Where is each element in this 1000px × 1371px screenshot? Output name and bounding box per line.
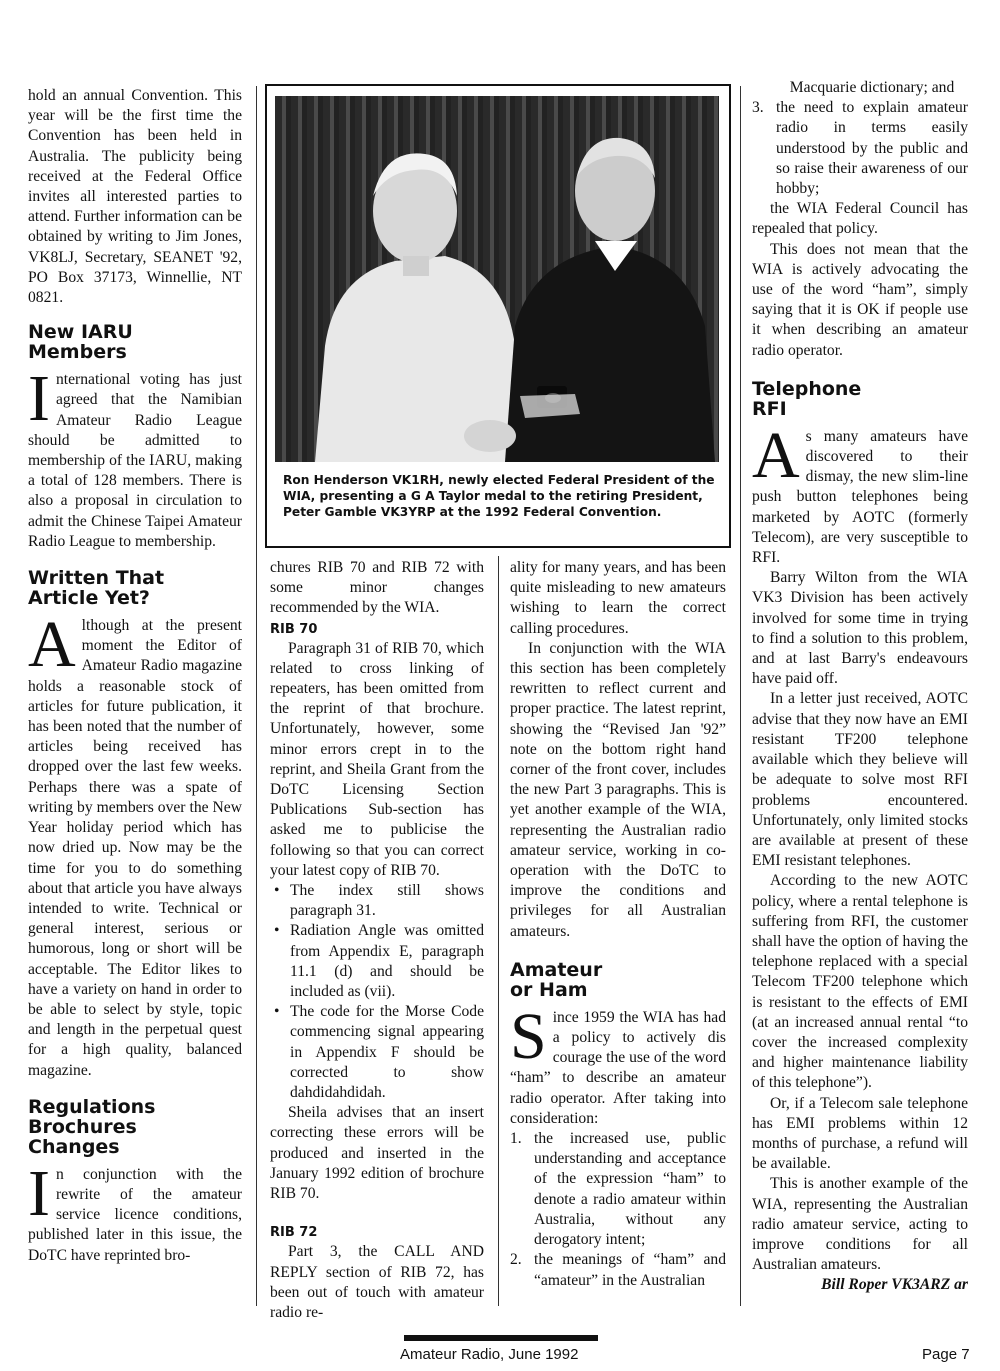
list-item: • Radiation Angle was omitted from Appendix E, paragraph 11.1 (d) and should be included as (vii). xyxy=(290,921,484,1002)
convention-photo xyxy=(275,96,719,462)
list-item: 2. the meanings of “ham” and “amateur” in the Australian xyxy=(510,1251,726,1289)
rib72-paragraph: Part 3, the CALL AND REPLY section of RIB 72, has been out of touch with amateur radio re- xyxy=(270,1243,484,1321)
heading-regulations-brochures: Regulations Brochures Changes xyxy=(28,1095,156,1158)
barry-paragraph: Barry Wilton from the WIA VK3 Division has been actively involved for some time in trying to find a solution to this problem, and at last Barry's endeavours have paid off. xyxy=(752,569,968,688)
column-1 xyxy=(28,86,242,1266)
page-number: Page 7 xyxy=(922,1346,970,1363)
list-item: 1. the increased use, public understanding and acceptance of the expression “ham” to denote a radio amateur within Australia, without any derogatory intent; xyxy=(510,1130,726,1249)
photo-illustration xyxy=(275,96,719,462)
heading-written-that-article: Written That Article Yet? xyxy=(28,567,165,610)
author-signature: Bill Roper VK3ARZ ar xyxy=(821,1276,968,1294)
column-2 xyxy=(270,558,484,1323)
insert-paragraph: Sheila advises that an insert correcting these errors will be produced and inserted in the January 1992 edition of brochure RIB 70. xyxy=(270,1104,484,1203)
example-paragraph: This is another example of the WIA, representing the Australian radio amateur service, acting to improve conditions for all Australian amateurs. xyxy=(752,1175,968,1274)
photo-frame xyxy=(265,84,731,548)
rfi-paragraph: As many amateurs have discovered to their dismay, the new slim-line push button telephones being marketed by AOTC (formerly Telecom), are very susceptible to RFI. xyxy=(752,418,968,567)
corrections-list xyxy=(270,881,484,1103)
calling-paragraph: ality for many years, and has been quite misleading to new amateurs wishing to learn the correct calling procedures. xyxy=(510,559,726,637)
list-continuation: Macquarie dictionary; and xyxy=(789,79,955,96)
column-rule xyxy=(498,556,499,1306)
heading-telephone-rfi: Telephone RFI xyxy=(752,377,862,420)
convention-paragraph: hold an annual Convention. This year will be the first time the Convention has been held in Australia. The publicity being received at the Federal Office invites all interested parties to attend. Further information can be obtained by writing to Jim Jones, VK8LJ, Secretary, SEANET '92, PO Box 37173, Winnellie, NT 0821. xyxy=(28,87,242,307)
rewrite-paragraph: In conjunction with the WIA this section has been completely rewritten to reflect current and proper practice. The latest reprint, showing the “Revised Jan '92” note on the bottom right hand corner of the front cover, includes the new Part 3 paragraphs. This is yet another example of the WIA, representing the Australian radio amateur service, working in co-operation with the DoTC to improve the conditions and privileges for all Australian amateurs. xyxy=(510,639,726,940)
regulations-paragraph: In conjunction with the rewrite of the amateur service licence conditions, published later in this issue, the DoTC have reprinted bro- xyxy=(28,1156,242,1264)
column-3 xyxy=(510,558,726,1291)
rib-intro-paragraph: chures RIB 70 and RIB 72 with some minor changes recommended by the WIA. xyxy=(270,559,484,617)
considerations-list-cont xyxy=(752,98,968,199)
iaru-paragraph: International voting has just agreed that the Namibian Amateur Radio League should be admitted to membership of the IARU, making a total of 128 members. There is also a proposal in circulation to admit the Chinese Taipei Amateur Radio League to membership. xyxy=(28,362,242,550)
subheading-rib-70: RIB 70 xyxy=(270,621,318,637)
article-paragraph: Although at the present moment the Editor of Amateur Radio magazine holds a reasonable stock of articles for future publication, it has been noted that the number of articles being received has dropped over the last few weeks. Perhaps there was a spate of writing by members over the New Year holiday period which has now dried up. Now may be the time for you to do something about that article you have always intended to write. Technical or general interest, serious or humorous, long or short will be acceptable. The Editor likes to have a variety on hand in order to be able to select by style, topic and length in the perpetual quest for a high quality, balanced magazine. xyxy=(28,608,242,1079)
heading-new-iaru-members: New IARU Members xyxy=(28,321,133,364)
list-item: • The index still shows paragraph 31. xyxy=(290,881,484,921)
list-item: 3. the need to explain amateur radio in terms easily understood by the public and so raise their awareness of our hobby; xyxy=(752,99,968,198)
aotc-letter-paragraph: In a letter just received, AOTC advise that they now have an EMI resistant TF200 telephone available which they believe will be adequate to solve most RFI problems encountered. Unfortunately, only limited stocks are available at present of these EMI resistant telephones. xyxy=(752,690,968,870)
subheading-rib-72: RIB 72 xyxy=(270,1225,318,1241)
column-rule xyxy=(740,86,741,1306)
list-item: • The code for the Morse Code commencing signal appearing in Appendix F should be corrected to show dahdidahdidah. xyxy=(290,1002,484,1103)
considerations-list xyxy=(510,1129,726,1291)
footer-publication: Amateur Radio, June 1992 xyxy=(400,1346,579,1363)
drop-cap: A xyxy=(752,418,800,492)
refund-paragraph: Or, if a Telecom sale telephone has EMI problems within 12 months of purchase, a refund will be available. xyxy=(752,1094,968,1173)
ham-ok-paragraph: This does not mean that the WIA is actively advocating the use of the word “ham”, simply saying that it is OK if people use it when describing an amateur radio operator. xyxy=(752,240,968,359)
drop-cap: S xyxy=(510,999,547,1073)
repeal-paragraph: the WIA Federal Council has repealed that policy. xyxy=(752,200,968,238)
heading-amateur-or-ham: Amateur or Ham xyxy=(510,958,603,1001)
photo-caption: Ron Henderson VK1RH, newly elected Federal President of the WIA, presenting a G A Taylor medal to the retiring President, Peter Gamble VK3YRP at the 1992 Federal Convention. xyxy=(283,473,715,519)
policy-paragraph: According to the new AOTC policy, where a rental telephone is suffering from RFI, the customer shall have the option of having the telephone replaced with a special Telecom TF200 telephone which is resistant to the effects of EMI (at an increased annual rental “to cover the increased complexity and higher maintenance liability of this telephone”). xyxy=(752,872,968,1092)
rib70-paragraph: Paragraph 31 of RIB 70, which related to cross linking of repeaters, has been omitted from the reprint of that brochure. Unfortunately, however, some minor errors crept in to the reprint, and Sheila Grant from the DoTC Licensing Section Publications Sub-section has asked me to publicise the following so that you can correct your latest copy of RIB 70. xyxy=(270,639,484,879)
column-4 xyxy=(752,78,968,1296)
drop-cap: A xyxy=(28,608,76,682)
ham-paragraph: Since 1959 the WIA has had a policy to actively dis courage the use of the word “ham” to describe an amateur radio operator. After taking into consideration: xyxy=(510,999,726,1127)
footer-rule xyxy=(404,1335,598,1341)
drop-cap: I xyxy=(28,1156,50,1230)
column-rule xyxy=(256,86,257,1306)
drop-cap: I xyxy=(28,362,50,436)
